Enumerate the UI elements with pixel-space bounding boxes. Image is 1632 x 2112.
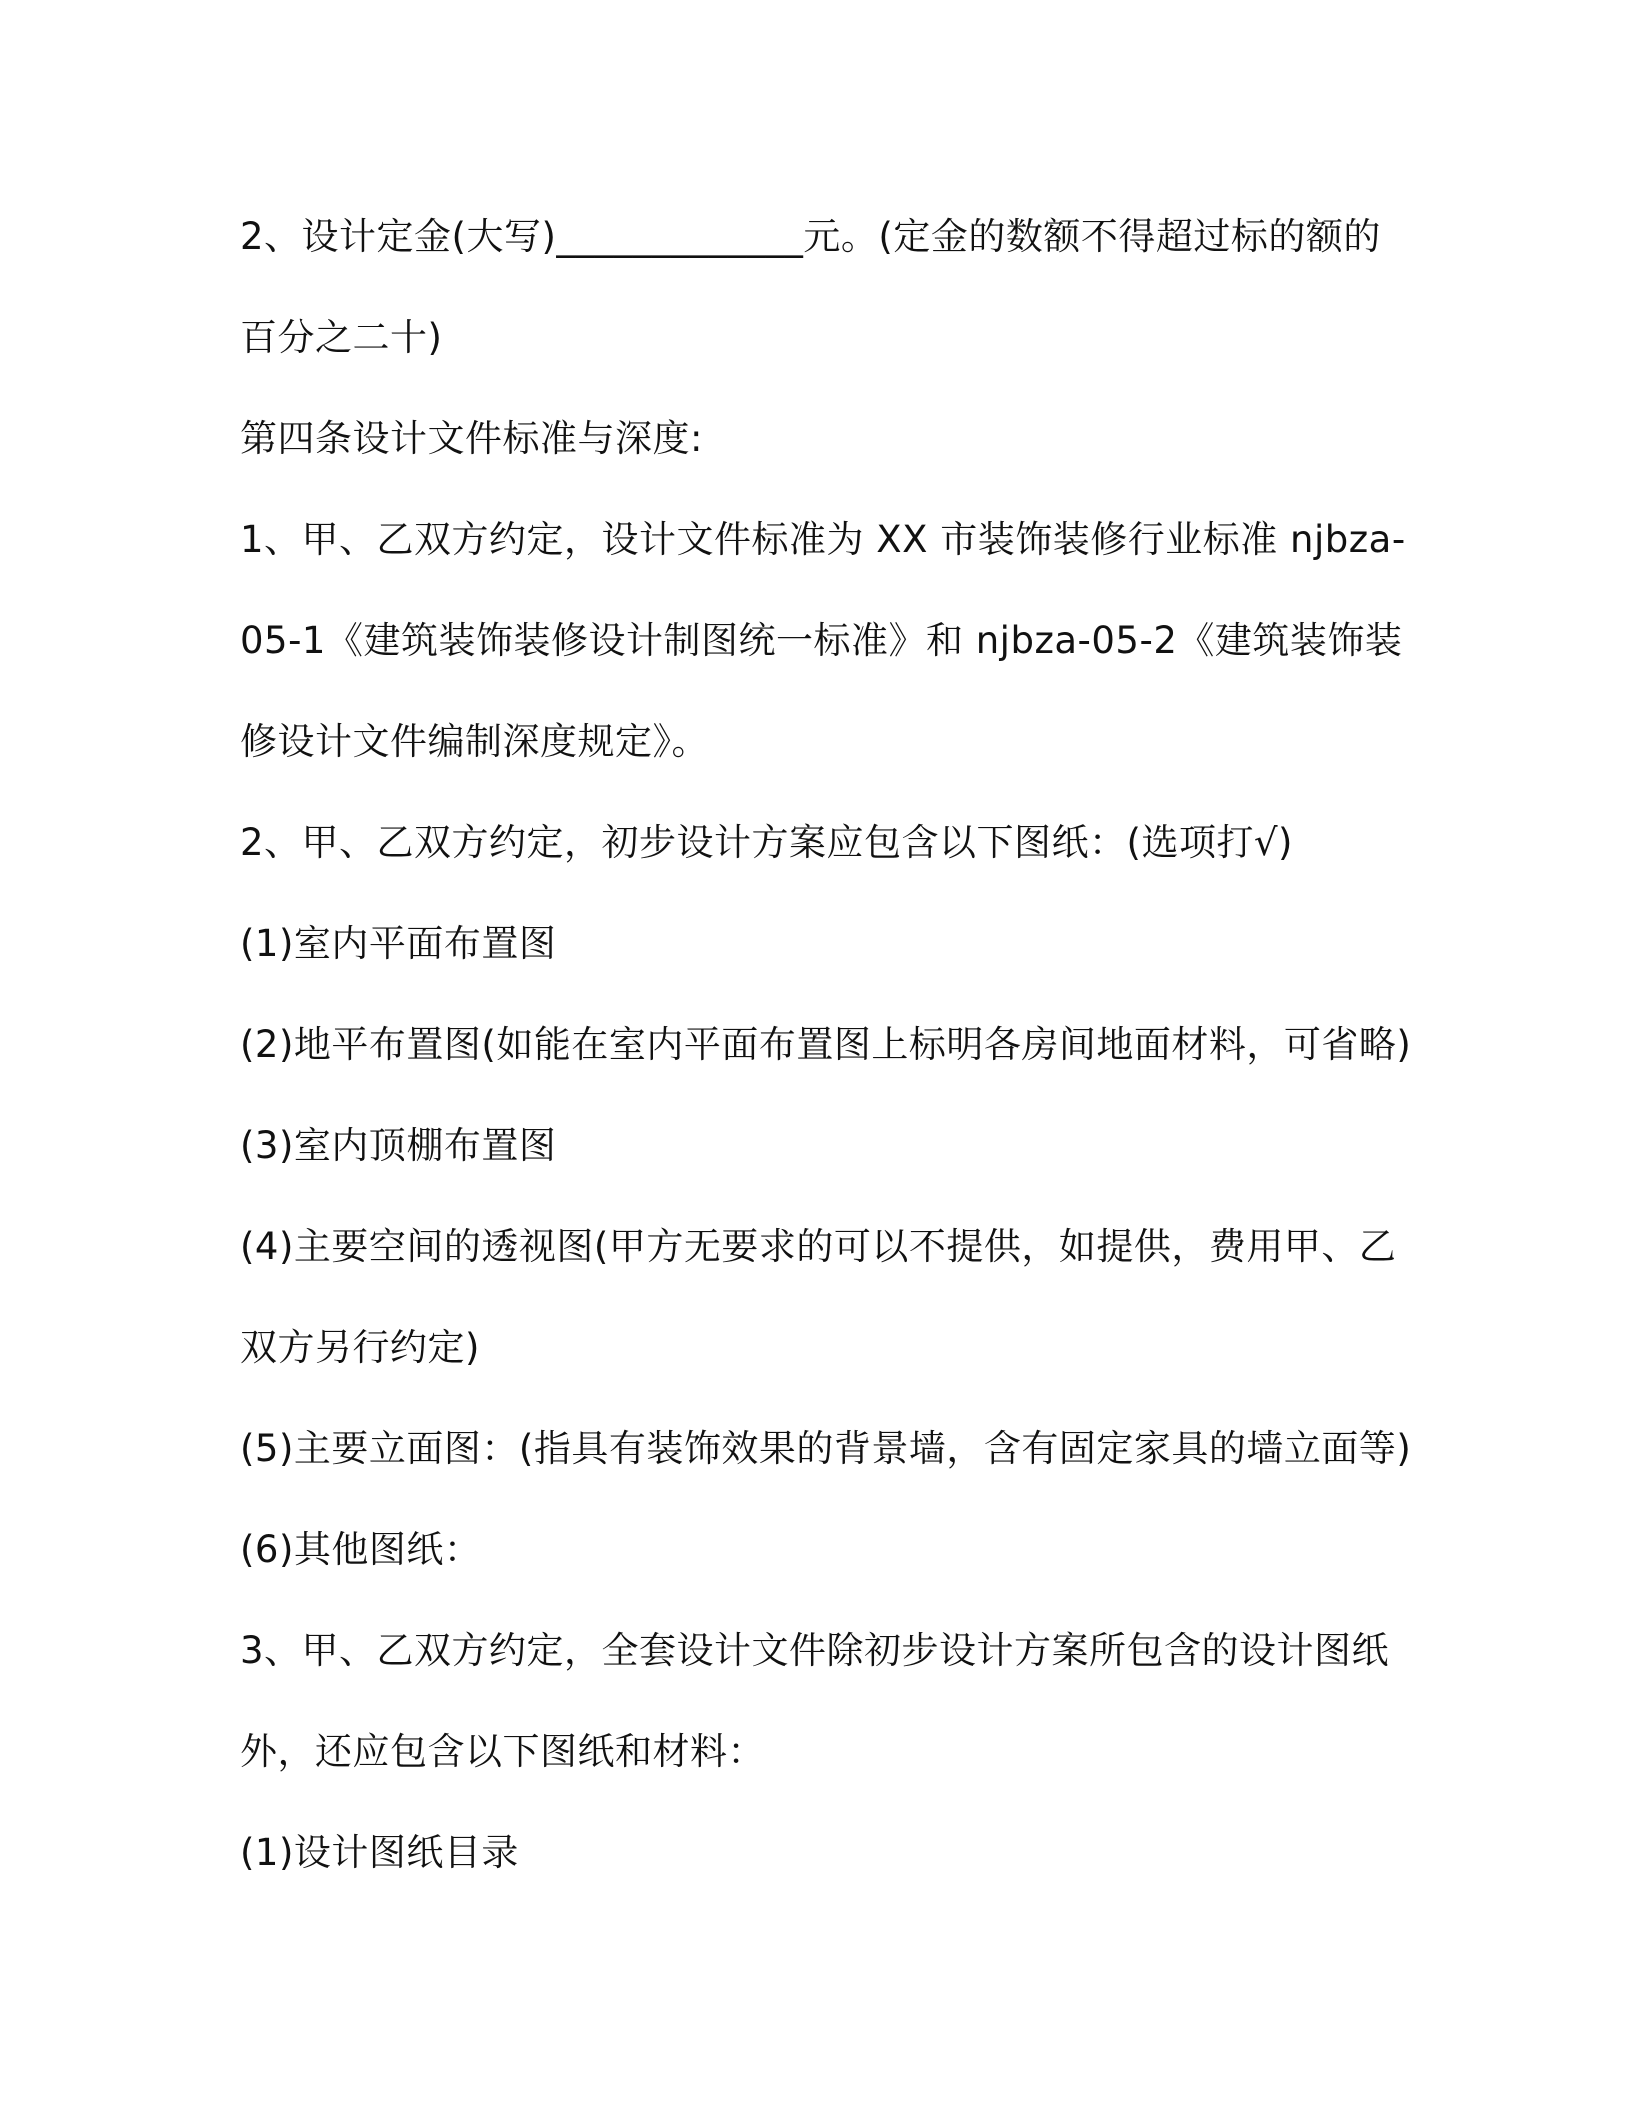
document-body xyxy=(240,186,1412,1903)
text-line: (5)主要立面图：(指具有装饰效果的背景墙，含有固定家具的墙立面等) xyxy=(240,1427,1412,1470)
text-line: (2)地平布置图(如能在室内平面布置图上标明各房间地面材料，可省略) xyxy=(240,1023,1412,1066)
text-line: (1)室内平面布置图 xyxy=(240,922,557,965)
text-line: (1)设计图纸目录 xyxy=(240,1831,519,1874)
text-line: 1、甲、乙双方约定，设计文件标准为 XX 市装饰装修行业标准 njbza- xyxy=(240,518,1406,561)
section-heading-article-4 xyxy=(240,388,1412,489)
text-line: 外，还应包含以下图纸和材料： xyxy=(240,1730,765,1773)
list-item-floor-plan xyxy=(240,994,1412,1095)
list-item-ceiling-plan xyxy=(240,1095,1412,1196)
list-item-drawing-index xyxy=(240,1802,1412,1903)
text-line: 05-1《建筑装饰装修设计制图统一标准》和 njbza-05-2《建筑装饰装 xyxy=(240,619,1403,662)
paragraph-design-standard xyxy=(240,489,1412,792)
text-line: (3)室内顶棚布置图 xyxy=(240,1124,557,1167)
text-line: 双方另行约定) xyxy=(240,1326,480,1369)
text-line: (4)主要空间的透视图(甲方无要求的可以不提供，如提供，费用甲、乙 xyxy=(240,1225,1397,1268)
text-line: 2、设计定金(大写)_____________元。(定金的数额不得超过标的额的 xyxy=(240,215,1381,258)
paragraph-deposit-amount xyxy=(240,186,1412,388)
list-item-perspective xyxy=(240,1196,1412,1398)
text-line: 2、甲、乙双方约定，初步设计方案应包含以下图纸：(选项打√) xyxy=(240,821,1293,864)
text-line: 第四条设计文件标准与深度: xyxy=(240,417,703,460)
list-item-elevation xyxy=(240,1398,1412,1499)
list-item-interior-plan xyxy=(240,893,1412,994)
paragraph-full-design-files xyxy=(240,1600,1412,1802)
paragraph-preliminary-drawings xyxy=(240,792,1412,893)
text-line: 3、甲、乙双方约定，全套设计文件除初步设计方案所包含的设计图纸 xyxy=(240,1629,1390,1672)
text-line: 百分之二十) xyxy=(240,316,443,359)
text-line: (6)其他图纸： xyxy=(240,1528,482,1571)
text-line: 修设计文件编制深度规定》。 xyxy=(240,720,709,763)
list-item-other-drawings xyxy=(240,1499,1412,1600)
